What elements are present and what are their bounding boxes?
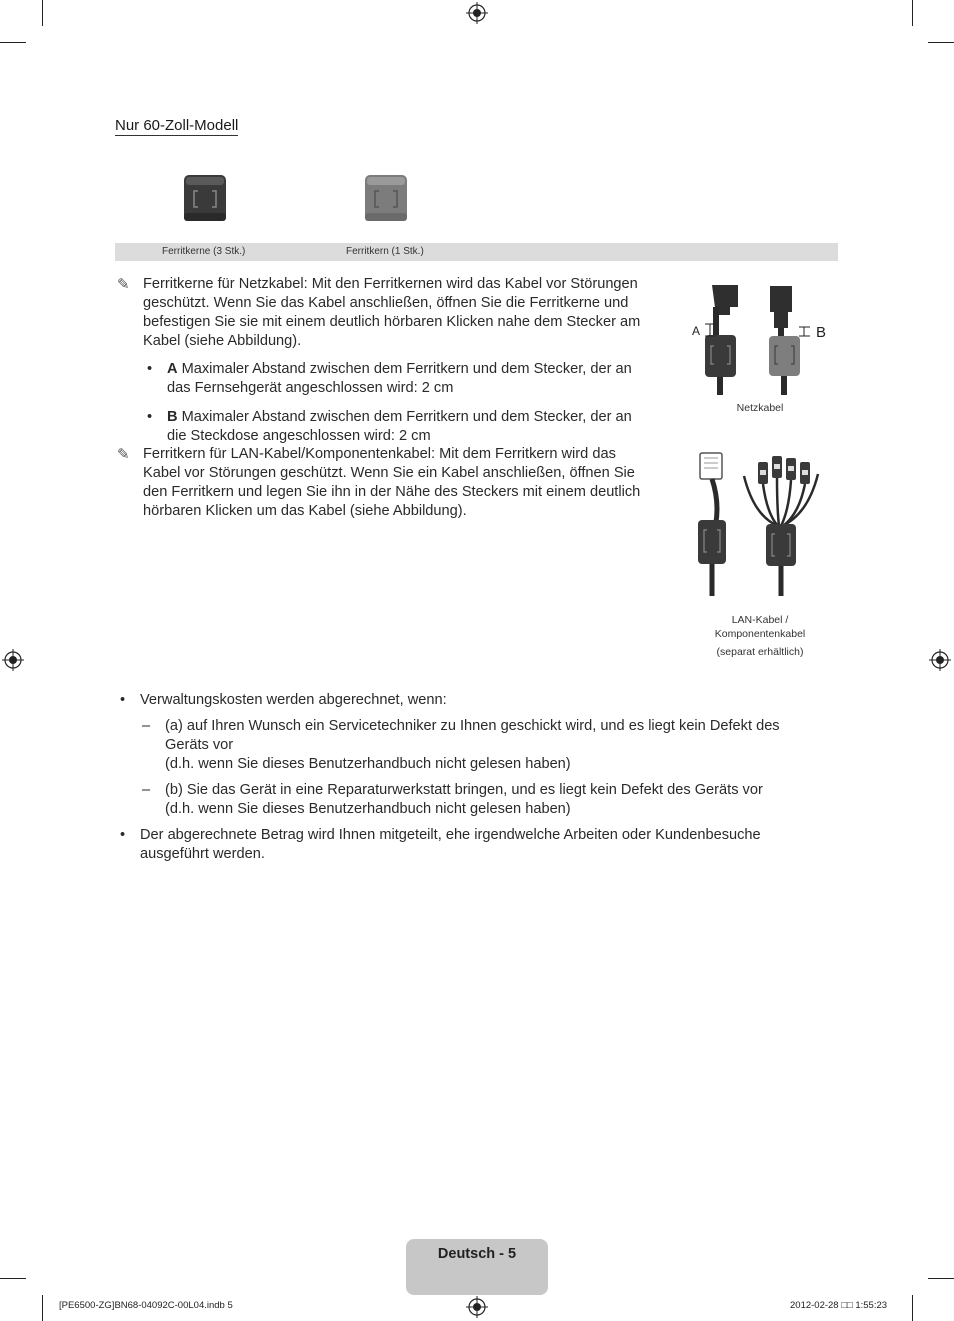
- bullet-dot: •: [120, 692, 126, 708]
- pencil-note-icon: ✎: [117, 446, 130, 463]
- bullet-key: A: [167, 361, 178, 377]
- lan-component-cable-illustration: [692, 448, 832, 598]
- caption-line: Komponentenkabel: [714, 628, 806, 640]
- dash-marker: –: [142, 718, 151, 734]
- dash-line: (a) auf Ihren Wunsch ein Servicetechniker zu Ihnen geschickt wird, und es liegt kein Defekt des: [165, 718, 780, 734]
- bullet-a: [167, 360, 677, 398]
- bullet-line: Der abgerechnete Betrag wird Ihnen mitgeteilt, ehe irgendwelche Arbeiten oder Kundenbesuche: [140, 827, 761, 843]
- label-a: A: [692, 324, 701, 338]
- dash-line: (b) Sie das Gerät in eine Reparaturwerkstatt bringen, und es liegt kein Defekt des Geräts vor: [165, 782, 763, 798]
- note-line: Kabel vor Störungen geschützt. Wenn Sie ein Kabel anschließen, öffnen Sie: [143, 465, 635, 481]
- note-line: den Ferritkern und legen Sie ihn in der Nähe des Steckers mit einem deutlich: [143, 484, 641, 500]
- crop-mark: [0, 1278, 26, 1279]
- crop-mark: [0, 42, 26, 43]
- bullet-key: B: [167, 409, 178, 425]
- power-cable-illustration: [690, 280, 835, 395]
- caption-line: LAN-Kabel /: [731, 614, 789, 626]
- crop-mark: [928, 1278, 954, 1279]
- dash-line: (d.h. wenn Sie dieses Benutzerhandbuch nicht gelesen haben): [165, 801, 571, 817]
- page-number-label: Deutsch - 5: [437, 1246, 517, 1262]
- slug-timestamp: 2012-02-28 □□ 1:55:23: [790, 1300, 888, 1311]
- slug-file-info: [PE6500-ZG]BN68-04092C-00L04.indb 5: [59, 1300, 233, 1311]
- registration-mark-icon: [466, 1296, 488, 1318]
- bullet-dot: •: [147, 409, 153, 425]
- caption-line: (separat erhältlich): [716, 646, 804, 658]
- section-title: Nur 60-Zoll-Modell: [115, 117, 239, 134]
- label-b: B: [816, 324, 827, 341]
- cost-dash-a: [165, 717, 845, 774]
- lan-cable-caption: [700, 613, 820, 659]
- note-lan-cable: [143, 445, 678, 521]
- dash-line: (d.h. wenn Sie dieses Benutzerhandbuch nicht gelesen haben): [165, 756, 571, 772]
- crop-mark: [912, 1295, 913, 1321]
- note-power-cable: [143, 275, 673, 351]
- cost-dash-b: [165, 781, 845, 819]
- ferrite-core-gray-icon: [363, 173, 409, 223]
- cost-bullet-1: Verwaltungskosten werden abgerechnet, wenn:: [140, 692, 447, 708]
- bullet-dot: •: [147, 361, 153, 377]
- bullet-text: die Steckdose angeschlossen wird: 2 cm: [167, 428, 431, 444]
- cost-bullet-2: [140, 826, 840, 864]
- registration-mark-icon: [466, 2, 488, 24]
- dash-marker: –: [142, 782, 151, 798]
- crop-mark: [912, 0, 913, 26]
- bullet-text: Maximaler Abstand zwischen dem Ferritkern und dem Stecker, der an: [181, 361, 632, 377]
- note-line: geschützt. Wenn Sie das Kabel anschließen, öffnen Sie die Ferritkerne und: [143, 295, 629, 311]
- bullet-dot: •: [120, 827, 126, 843]
- bullet-line: ausgeführt werden.: [140, 846, 265, 862]
- bullet-text: Maximaler Abstand zwischen dem Ferritkern und dem Stecker, der an: [181, 409, 632, 425]
- crop-mark: [42, 0, 43, 26]
- bullet-text: das Fernsehgerät angeschlossen wird: 2 cm: [167, 380, 454, 396]
- power-cable-caption: Netzkabel: [736, 402, 784, 414]
- note-line: hörbaren Klicken um das Kabel (siehe Abbildung).: [143, 503, 467, 519]
- note-line: Kabel (siehe Abbildung).: [143, 333, 302, 349]
- note-line: befestigen Sie sie mit einem deutlich hörbaren Klicken nahe dem Stecker am: [143, 314, 641, 330]
- registration-mark-icon: [2, 649, 24, 671]
- pencil-note-icon: ✎: [117, 276, 130, 293]
- ferrite-core-dark-icon: [182, 173, 228, 223]
- registration-mark-icon: [929, 649, 951, 671]
- caption-ferrite-1: Ferritkern (1 Stk.): [346, 246, 424, 257]
- caption-ferrite-3: Ferritkerne (3 Stk.): [162, 246, 246, 257]
- crop-mark: [42, 1295, 43, 1321]
- dash-line: Geräts vor: [165, 737, 234, 753]
- crop-mark: [928, 42, 954, 43]
- bullet-b: [167, 408, 677, 446]
- note-line: Ferritkerne für Netzkabel: Mit den Ferritkernen wird das Kabel vor Störungen: [143, 276, 638, 292]
- note-line: Ferritkern für LAN-Kabel/Komponentenkabel: Mit dem Ferritkern wird das: [143, 446, 616, 462]
